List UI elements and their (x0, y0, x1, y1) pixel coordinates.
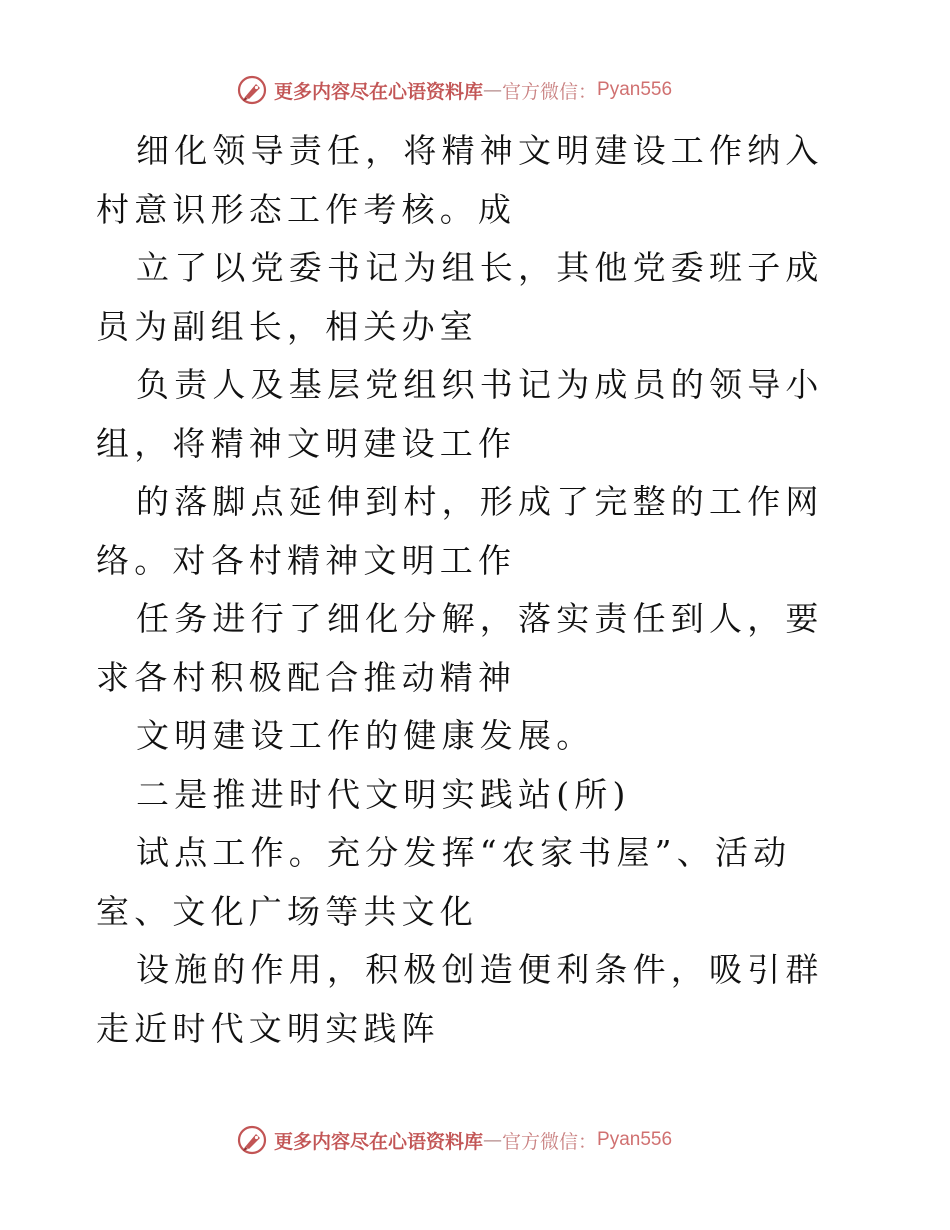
watermark-wechat-label: 官方微信： (502, 80, 598, 103)
paragraph: 设施的作用，积极创造便利条件，吸引群走近时代文明实践阵 (96, 950, 824, 1048)
watermark-separator: — (483, 1129, 503, 1151)
document-body (96, 122, 856, 1058)
paragraph: 二是推进时代文明实践站(所) (136, 774, 631, 814)
paragraph: 立了以党委书记为组长，其他党委班子成员为副组长，相关办室 (96, 248, 824, 346)
paragraph: 的落脚点延伸到村，形成了完整的工作网络。对各村精神文明工作 (96, 482, 824, 580)
watermark-wechat-id: Pyan556 (597, 1129, 673, 1150)
paragraph: 试点工作。充分发挥“农家书屋”、活动室、文化广场等共文化 (96, 833, 792, 931)
paragraph: 文明建设工作的健康发展。 (136, 716, 595, 755)
pen-nib-logo-icon (236, 1124, 268, 1156)
watermark-wechat-id: Pyan556 (597, 79, 673, 100)
paragraph: 任务进行了细化分解，落实责任到人，要求各村积极配合推动精神 (96, 599, 824, 697)
watermark-separator: — (483, 79, 503, 101)
watermark-wechat-label: 官方微信： (502, 1130, 598, 1153)
watermark-brand: 更多内容尽在心语资料库 (274, 80, 484, 103)
pen-nib-logo-icon (236, 74, 268, 106)
paragraph: 细化领导责任，将精神文明建设工作纳入村意识形态工作考核。成 (96, 131, 824, 229)
watermark-brand: 更多内容尽在心语资料库 (274, 1130, 484, 1153)
paragraph: 负责人及基层党组织书记为成员的领导小组，将精神文明建设工作 (96, 365, 824, 463)
footer-watermark (236, 1124, 672, 1156)
header-watermark (236, 74, 672, 106)
